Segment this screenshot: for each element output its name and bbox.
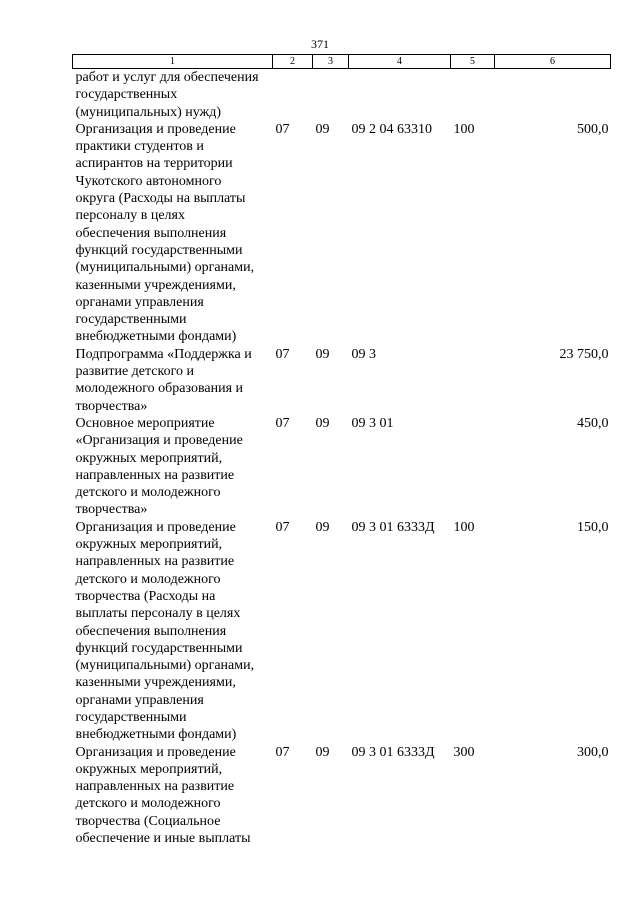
row-name-line: (муниципальными) органами, bbox=[75, 260, 255, 276]
section-code-cell: 07 bbox=[275, 121, 290, 137]
amount-cell bbox=[495, 69, 611, 121]
row-name-line: Организация и проведение bbox=[75, 519, 236, 535]
target-article-cell: 09 3 01 6333Д bbox=[351, 519, 435, 535]
row-name-line: творчества» bbox=[75, 502, 148, 518]
row-name-line: практики студентов и bbox=[75, 139, 204, 155]
header-col-6: 6 bbox=[495, 55, 611, 69]
amount-cell: 500,0 bbox=[577, 121, 609, 137]
subsection-code-cell: 09 bbox=[315, 744, 330, 760]
row-name-line: обеспечения выполнения bbox=[75, 225, 227, 241]
row-name-line: Основное мероприятие bbox=[75, 415, 215, 431]
row-name-line: функций государственными bbox=[75, 242, 243, 258]
row-name-line: Организация и проведение bbox=[75, 744, 236, 760]
row-name-line: детского и молодежного bbox=[75, 796, 221, 812]
header-row bbox=[73, 55, 611, 69]
row-name-line: окружных мероприятий, bbox=[75, 761, 223, 777]
row-name-line: творчества» bbox=[75, 398, 148, 414]
page-number: 371 bbox=[311, 37, 329, 51]
target-article-cell: 09 3 bbox=[351, 346, 376, 362]
row-name-line: развитие детского и bbox=[75, 364, 194, 380]
row-name-line: внебюджетными фондами) bbox=[75, 727, 237, 743]
amount-cell: 150,0 bbox=[577, 519, 609, 535]
table-body bbox=[73, 69, 611, 848]
expense-type-cell bbox=[451, 346, 495, 415]
row-name-cell bbox=[73, 346, 273, 415]
subsection-code-cell: 09 bbox=[315, 519, 330, 535]
table-row bbox=[73, 519, 611, 744]
table-header bbox=[73, 55, 611, 69]
row-name-line: «Организация и проведение bbox=[75, 433, 243, 449]
amount-cell: 23 750,0 bbox=[559, 346, 609, 362]
row-name-line: детского и молодежного bbox=[75, 571, 221, 587]
row-name-line: функций государственными bbox=[75, 640, 243, 656]
table-row bbox=[73, 346, 611, 415]
row-name-line: государственными bbox=[75, 709, 187, 725]
row-name-line: обеспечение и иные выплаты bbox=[75, 831, 251, 847]
row-name-cell bbox=[73, 519, 273, 744]
row-name-line: работ и услуг для обеспечения bbox=[75, 70, 259, 85]
header-col-3: 3 bbox=[313, 55, 349, 69]
row-name-line: персоналу в целях bbox=[75, 208, 185, 224]
section-code-cell bbox=[273, 69, 313, 121]
row-name-line: государственных bbox=[75, 87, 178, 103]
row-name-line: (муниципальными) органами, bbox=[75, 658, 255, 674]
row-name-line: государственными bbox=[75, 312, 187, 328]
section-code-cell: 07 bbox=[275, 519, 290, 535]
row-name-line: (муниципальных) нужд) bbox=[75, 104, 222, 120]
row-name-line: обеспечения выполнения bbox=[75, 623, 227, 639]
subsection-code-cell: 09 bbox=[315, 415, 330, 431]
amount-cell: 300,0 bbox=[577, 744, 609, 760]
expense-type-cell bbox=[451, 69, 495, 121]
header-col-2: 2 bbox=[273, 55, 313, 69]
header-col-5: 5 bbox=[451, 55, 495, 69]
row-name-line: окружных мероприятий, bbox=[75, 450, 223, 466]
row-name-line: направленных на развитие bbox=[75, 554, 235, 570]
row-name-line: Организация и проведение bbox=[75, 121, 236, 137]
expense-type-cell: 100 bbox=[453, 121, 475, 137]
row-name-line: внебюджетными фондами) bbox=[75, 329, 237, 345]
amount-cell: 450,0 bbox=[577, 415, 609, 431]
subsection-code-cell: 09 bbox=[315, 121, 330, 137]
row-name-line: молодежного образования и bbox=[75, 381, 243, 397]
expense-type-cell bbox=[451, 415, 495, 519]
section-code-cell: 07 bbox=[275, 415, 290, 431]
row-name-line: окружных мероприятий, bbox=[75, 537, 223, 553]
table-row bbox=[73, 415, 611, 519]
section-code-cell: 07 bbox=[275, 346, 290, 362]
expense-type-cell: 100 bbox=[453, 519, 475, 535]
row-name-line: творчества (Социальное bbox=[75, 813, 221, 829]
row-name-line: выплаты персоналу в целях bbox=[75, 606, 241, 622]
target-article-cell: 09 3 01 6333Д bbox=[351, 744, 435, 760]
row-name-line: направленных на развитие bbox=[75, 467, 235, 483]
row-name-line: аспирантов на территории bbox=[75, 156, 233, 172]
row-name-line: казенными учреждениями, bbox=[75, 675, 236, 691]
row-name-line: Подпрограмма «Поддержка и bbox=[75, 346, 252, 362]
budget-table bbox=[72, 54, 611, 847]
row-name-line: детского и молодежного bbox=[75, 485, 221, 501]
row-name-line: округа (Расходы на выплаты bbox=[75, 191, 246, 207]
expense-type-cell: 300 bbox=[453, 744, 475, 760]
row-name-line: Чукотского автономного bbox=[75, 173, 222, 189]
subsection-code-cell: 09 bbox=[315, 346, 330, 362]
header-col-4: 4 bbox=[349, 55, 451, 69]
target-article-cell: 09 2 04 63310 bbox=[351, 121, 432, 137]
row-name-cell bbox=[73, 121, 273, 346]
table-row bbox=[73, 69, 611, 121]
target-article-cell bbox=[349, 69, 451, 121]
table-row bbox=[73, 744, 611, 848]
subsection-code-cell bbox=[313, 69, 349, 121]
row-name-cell bbox=[73, 415, 273, 519]
table-row bbox=[73, 121, 611, 346]
row-name-cell bbox=[73, 744, 273, 848]
row-name-line: органами управления bbox=[75, 692, 204, 708]
row-name-cell bbox=[73, 69, 273, 121]
row-name-line: казенными учреждениями, bbox=[75, 277, 236, 293]
row-name-line: органами управления bbox=[75, 294, 204, 310]
header-col-1: 1 bbox=[73, 55, 273, 69]
target-article-cell: 09 3 01 bbox=[351, 415, 394, 431]
row-name-line: направленных на развитие bbox=[75, 779, 235, 795]
section-code-cell: 07 bbox=[275, 744, 290, 760]
row-name-line: творчества (Расходы на bbox=[75, 588, 216, 604]
